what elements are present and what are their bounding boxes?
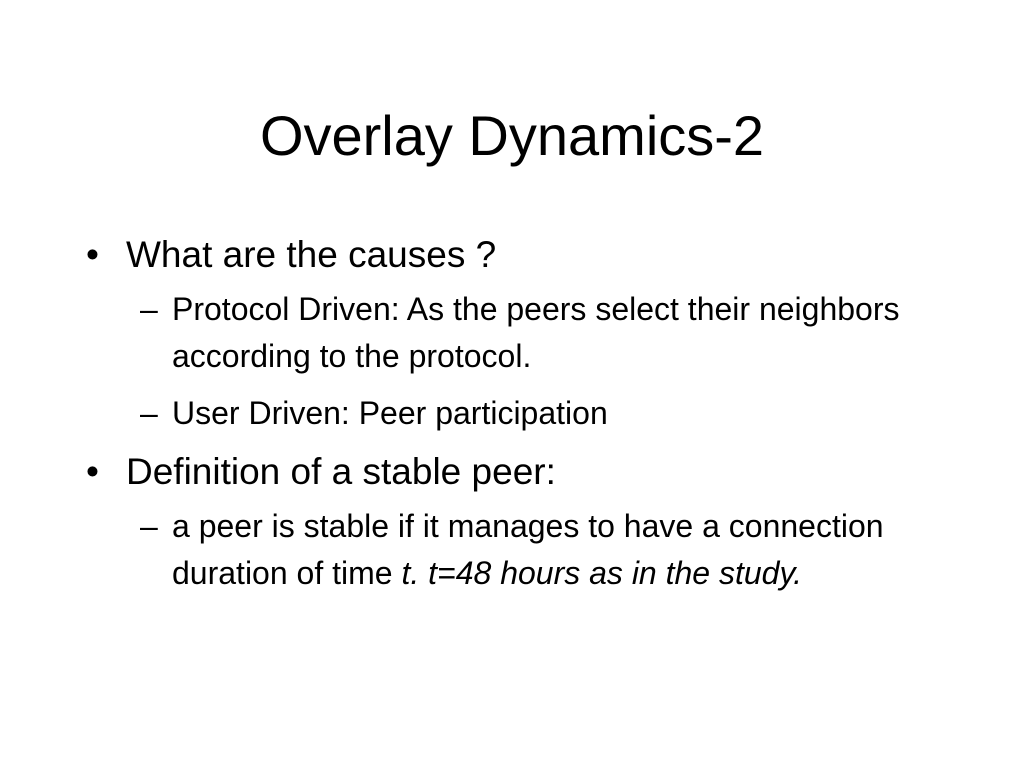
sub-item-protocol-driven (140, 286, 966, 380)
sub-item-text: User Driven: Peer participation (172, 395, 608, 431)
bullet-icon: • (86, 451, 99, 492)
sub-item-stable-definition (140, 503, 966, 597)
bullet-icon: • (86, 234, 99, 275)
bullet-item-stable-peer (86, 447, 966, 497)
dash-icon: – (140, 508, 158, 544)
sub-item-text: Protocol Driven: As the peers select their neighbors according to the protocol. (172, 291, 900, 374)
slide-body (86, 230, 966, 607)
slide-title: Overlay Dynamics-2 (259, 104, 765, 167)
bullet-item-causes (86, 230, 966, 280)
sub-item-text: a peer is stable if it manages to have a connection duration of time (172, 508, 884, 591)
dash-icon: – (140, 291, 158, 327)
sub-list-causes (86, 286, 966, 437)
sub-list-stable-peer (86, 503, 966, 597)
dash-icon: – (140, 395, 158, 431)
sub-item-italic-text: t. t=48 hours as in the study. (401, 555, 802, 591)
bullet-text: Definition of a stable peer: (126, 451, 556, 492)
bullet-text: What are the causes ? (126, 234, 497, 275)
sub-item-user-driven (140, 390, 966, 437)
